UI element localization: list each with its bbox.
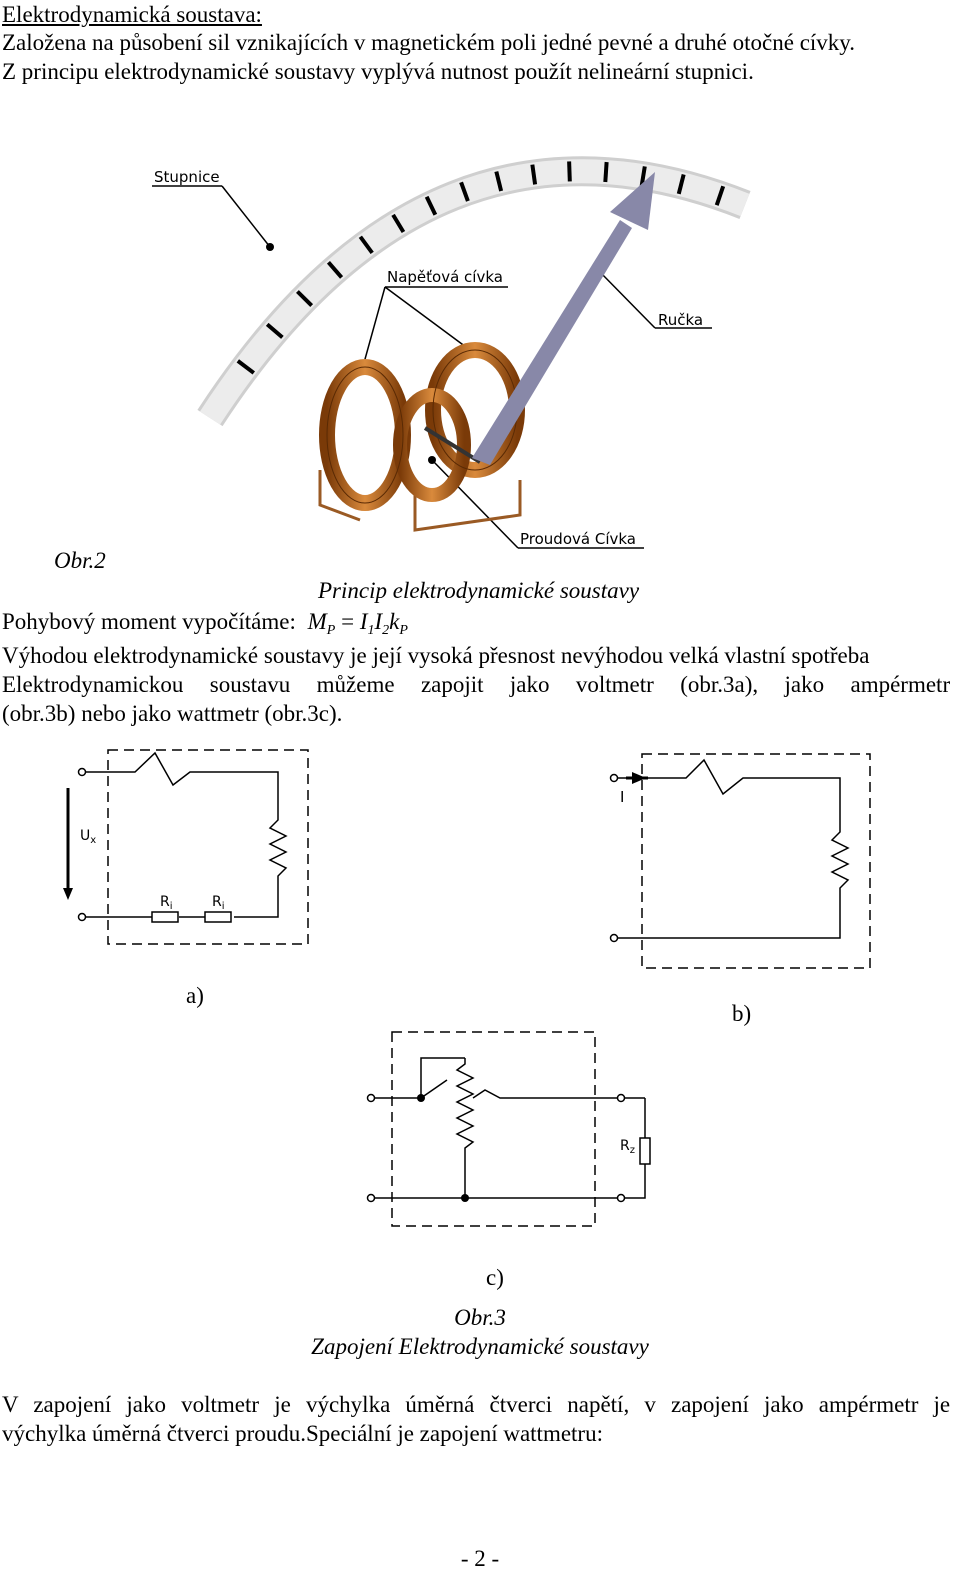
conclusion-line-2: výchylka úměrná čtverci proudu.Speciální je zapojení wattmetru: bbox=[2, 1421, 603, 1446]
figure-2-illustration bbox=[0, 100, 960, 560]
label-current-coil: Proudová Cívka bbox=[520, 530, 636, 548]
scale-tick bbox=[569, 161, 570, 181]
label-ux: $U_x$ bbox=[80, 828, 97, 846]
connect-line-1-word: můžeme bbox=[316, 672, 395, 697]
figure-3c-circuit bbox=[355, 1020, 665, 1235]
conclusion-line-1-word: jako bbox=[764, 1392, 804, 1417]
torque-text: Pohybový moment vypočítáme: bbox=[2, 609, 296, 634]
conclusion-line-1-word: čtverci bbox=[489, 1392, 553, 1417]
page-number: - 2 - bbox=[460, 1546, 500, 1571]
connect-line-1-word: voltmetr bbox=[575, 672, 654, 697]
figure-3a-circuit bbox=[40, 740, 340, 960]
scale-tick bbox=[605, 162, 606, 182]
figure-3b-circuit bbox=[568, 740, 908, 980]
label-rz: $R_z$ bbox=[620, 1138, 635, 1156]
figure-2-number: Obr.2 bbox=[54, 548, 106, 573]
connect-line-1-word: jako bbox=[784, 672, 825, 697]
label-voltage-coil: Napěťová cívka bbox=[387, 268, 503, 286]
label-i: I bbox=[620, 788, 625, 806]
conclusion-line-1-word: výchylka bbox=[305, 1392, 391, 1417]
label-pointer: Ručka bbox=[658, 311, 704, 329]
intro-line-2: Z principu elektrodynamické soustavy vyplývá nutnost použít nelineární stupnici. bbox=[2, 59, 754, 84]
section-heading: Elektrodynamická soustava: bbox=[2, 2, 262, 27]
conclusion-line-1-word: v bbox=[644, 1392, 656, 1417]
connect-line-1-word: Elektrodynamickou bbox=[2, 672, 184, 697]
intro-line-1: Založena na působení sil vznikajících v magnetickém poli jedné pevné a druhé otočné cívky. bbox=[2, 30, 856, 55]
connect-line-1 bbox=[2, 670, 950, 699]
connect-line-1-word: zapojit bbox=[420, 672, 484, 697]
connect-line-1-word: jako bbox=[509, 672, 550, 697]
figure-2-caption: Princip elektrodynamické soustavy bbox=[318, 578, 640, 603]
label-ri-1: $R_i$ bbox=[160, 894, 173, 912]
conclusion-line-1-word: V bbox=[2, 1392, 19, 1417]
conclusion-line-1-word: úměrná bbox=[405, 1392, 475, 1417]
advantage-line: Výhodou elektrodynamické soustavy je její vysoká přesnost nevýhodou velká vlastní spotřeba bbox=[2, 643, 870, 668]
torque-formula: $M_P = I_1I_2k_P$ bbox=[307, 609, 408, 638]
label-ri-2: $R_i$ bbox=[212, 894, 225, 912]
coils bbox=[327, 350, 517, 503]
conclusion-line-1-word: ampérmetr bbox=[818, 1392, 919, 1417]
torque-line bbox=[2, 607, 408, 645]
figure-3-number: Obr.3 bbox=[454, 1305, 506, 1330]
figure-3-caption: Zapojení Elektrodynamické soustavy bbox=[311, 1334, 649, 1359]
connect-line-1-word: (obr.3a), bbox=[680, 672, 759, 697]
connect-line-1-word: soustavu bbox=[209, 672, 291, 697]
conclusion-line-1-word: je bbox=[274, 1392, 291, 1417]
conclusion-line-1-word: napětí, bbox=[567, 1392, 630, 1417]
figure-3b-label: b) bbox=[732, 1001, 752, 1026]
conclusion-line-1-word: voltmetr bbox=[181, 1392, 260, 1417]
connect-line-1-word: ampérmetr bbox=[850, 672, 950, 697]
scale-tick bbox=[532, 165, 535, 185]
label-scale: Stupnice bbox=[154, 168, 220, 186]
conclusion-line-1-word: zapojení bbox=[670, 1392, 749, 1417]
conclusion-line-1 bbox=[2, 1390, 950, 1419]
connect-line-2: (obr.3b) nebo jako wattmetr (obr.3c). bbox=[2, 701, 343, 726]
figure-3a-label: a) bbox=[186, 983, 204, 1008]
figure-3c-label: c) bbox=[486, 1265, 504, 1290]
conclusion-line-1-word: jako bbox=[126, 1392, 166, 1417]
scale-arc bbox=[210, 171, 745, 418]
conclusion-line-1-word: zapojení bbox=[33, 1392, 112, 1417]
conclusion-line-1-word: je bbox=[933, 1392, 950, 1417]
